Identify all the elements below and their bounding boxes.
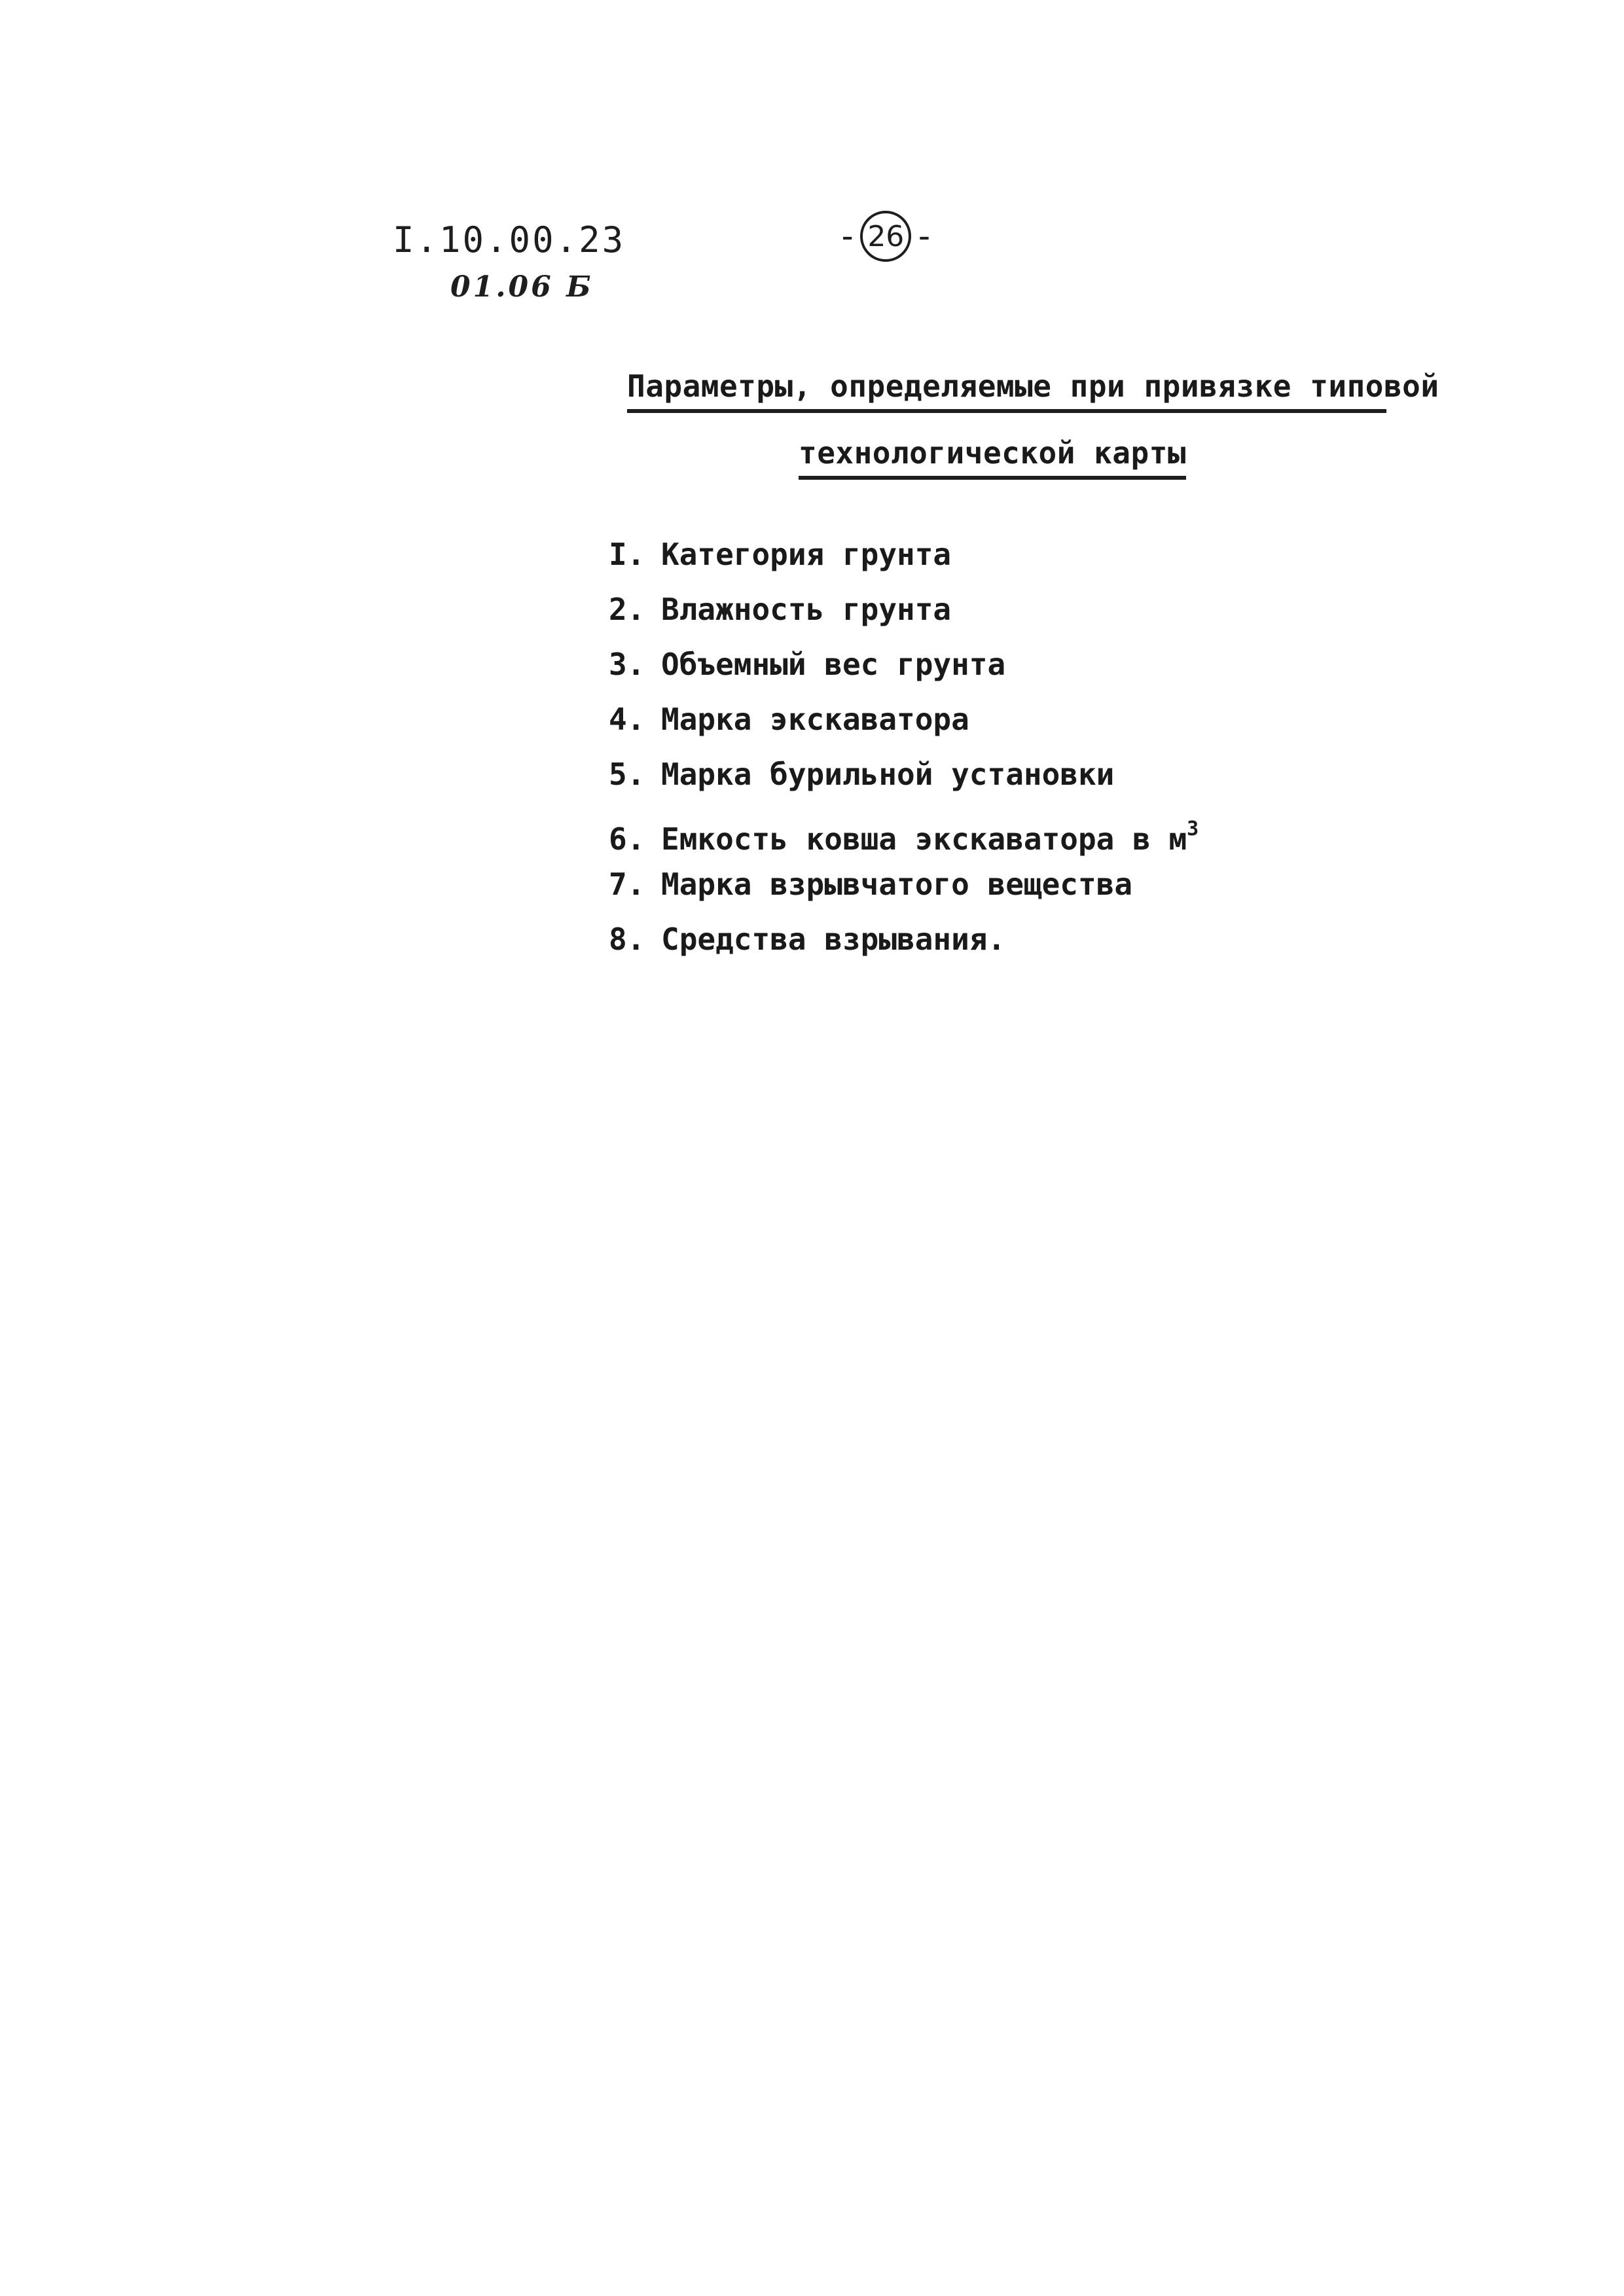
list-item-text: Влажность грунта	[661, 592, 952, 627]
list-item	[609, 808, 1199, 863]
list-item	[609, 588, 1199, 643]
list-item-superscript: 3	[1187, 817, 1199, 840]
list-item-number: 6.	[609, 821, 645, 857]
page-number-dash-left: -	[837, 217, 858, 256]
page-number-circle	[860, 211, 911, 262]
list-item	[609, 863, 1199, 918]
page-number-value: 26	[867, 219, 905, 253]
document-code: I.10.00.23	[393, 219, 626, 260]
handwritten-code: 01.06 Б	[450, 270, 594, 304]
list-item-text: Марка бурильной установки	[661, 757, 1115, 792]
list-item-number: 4.	[609, 702, 645, 737]
section-title-line-2: технологической карты	[799, 435, 1186, 480]
list-item-number: 5.	[609, 757, 645, 792]
list-item-number: 2.	[609, 592, 645, 627]
list-item-text: Объемный вес грунта	[661, 647, 1006, 682]
page-number	[835, 211, 937, 262]
list-item-text: Емкость ковша экскаватора в м	[661, 821, 1187, 857]
list-item-text: Марка экскаватора	[661, 702, 969, 737]
list-item-text: Марка взрывчатого вещества	[661, 867, 1133, 902]
list-item	[609, 643, 1199, 698]
list-item-number: I.	[609, 537, 645, 572]
list-item	[609, 753, 1199, 808]
list-item-text: Средства взрывания.	[661, 922, 1006, 957]
page-number-dash-right: -	[914, 217, 935, 256]
list-item-number: 7.	[609, 867, 645, 902]
parameter-list	[609, 533, 1199, 973]
list-item-number: 3.	[609, 647, 645, 682]
list-item-text: Категория грунта	[661, 537, 952, 572]
list-item-number: 8.	[609, 922, 645, 957]
section-title-line-1: Параметры, определяемые при привязке типовой	[627, 368, 1386, 413]
list-item	[609, 698, 1199, 753]
list-item	[609, 533, 1199, 588]
list-item	[609, 918, 1199, 973]
